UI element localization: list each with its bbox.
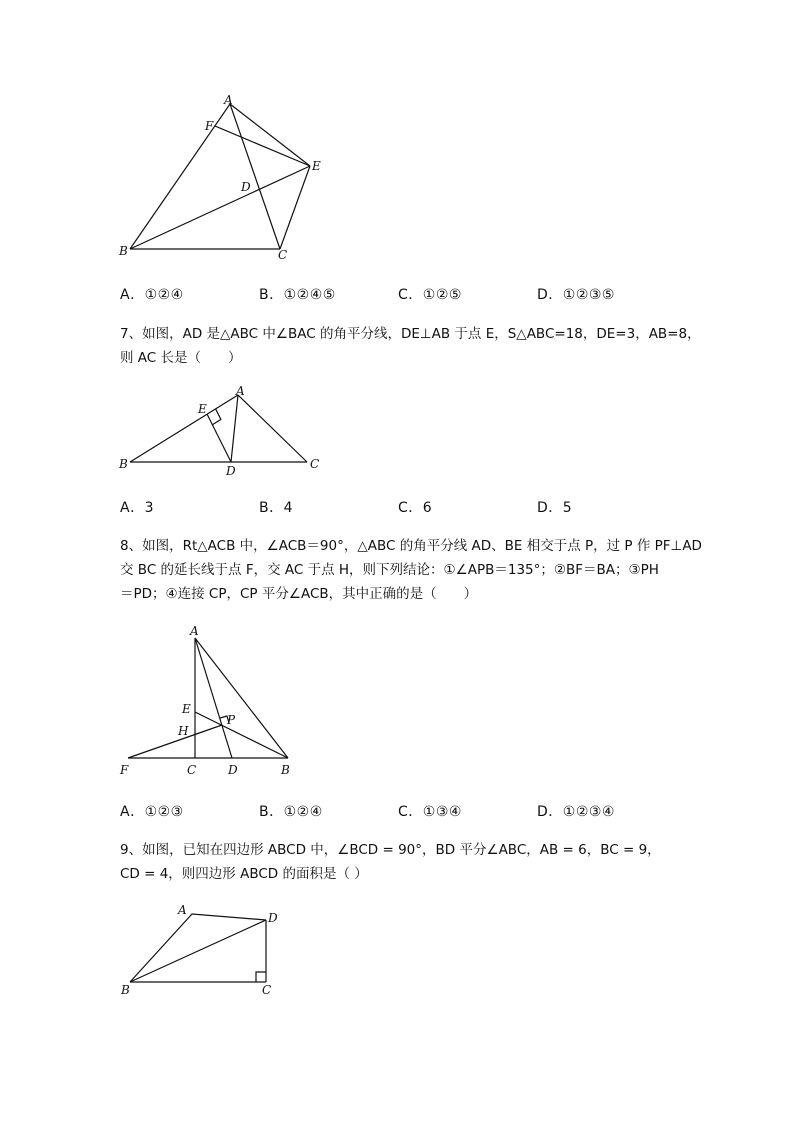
q8-option-c[interactable]: C．①③④ bbox=[398, 804, 462, 820]
q6-segment-ab bbox=[130, 104, 230, 249]
q8-label-a: A bbox=[190, 624, 199, 638]
q8-label-p: P bbox=[227, 713, 236, 727]
q6-segment-fe bbox=[215, 126, 310, 166]
q6-segment-ac bbox=[230, 104, 280, 249]
q8-figure bbox=[110, 618, 310, 783]
q8-stem-line-2: 交 BC 的延长线于点 F，交 AC 于点 H，则下列结论：①∠APB＝135°；②BF＝BA；③PH bbox=[120, 562, 659, 578]
q6-option-c[interactable]: C．①②⑤ bbox=[398, 287, 462, 303]
q8-option-b[interactable]: B．①②④ bbox=[259, 804, 323, 820]
q8-option-a[interactable]: A．①②③ bbox=[120, 804, 184, 820]
q6-option-d[interactable]: D．①②③⑤ bbox=[537, 287, 615, 303]
q6-segment-ae bbox=[230, 104, 310, 166]
q9-stem bbox=[120, 838, 680, 886]
q9-figure bbox=[110, 896, 300, 1006]
q6-figure bbox=[110, 92, 340, 267]
q9-right-angle-mark bbox=[256, 972, 266, 982]
q6-option-b[interactable]: B．①②④⑤ bbox=[259, 287, 336, 303]
q7-stem-line-1: 7、如图，AD 是△ABC 中∠BAC 的角平分线，DE⊥AB 于点 E，S△ABC=18，DE=3，AB=8， bbox=[120, 326, 701, 342]
q8-stem bbox=[120, 534, 702, 606]
q8-label-e: E bbox=[182, 702, 191, 716]
q7-segment-ad bbox=[231, 395, 238, 462]
q9-label-c: C bbox=[262, 983, 272, 997]
q8-segment-fp bbox=[128, 725, 222, 758]
q6-label-f: F bbox=[205, 119, 214, 133]
q6-label-c: C bbox=[278, 248, 288, 262]
q7-label-a: A bbox=[236, 384, 245, 398]
q6-option-a[interactable]: A．①②④ bbox=[120, 287, 184, 303]
q8-label-b: B bbox=[281, 763, 290, 777]
q7-label-d: D bbox=[226, 464, 236, 478]
q6-label-a: A bbox=[224, 93, 233, 107]
q7-option-a[interactable]: A．3 bbox=[120, 500, 154, 516]
q8-stem-line-3: ＝PD；④连接 CP，CP 平分∠ACB，其中正确的是（ ） bbox=[120, 586, 478, 602]
q8-label-f: F bbox=[120, 763, 129, 777]
q9-segment-bd bbox=[130, 920, 266, 982]
q7-label-e: E bbox=[198, 402, 207, 416]
q7-label-c: C bbox=[310, 457, 320, 471]
q7-label-b: B bbox=[119, 457, 128, 471]
q8-segment-ad bbox=[195, 638, 232, 758]
q6-label-d: D bbox=[241, 180, 251, 194]
q7-option-c[interactable]: C．6 bbox=[398, 500, 433, 516]
q6-label-b: B bbox=[119, 244, 128, 258]
q9-label-b: B bbox=[121, 983, 130, 997]
q9-label-d: D bbox=[268, 911, 278, 925]
q7-option-d[interactable]: D．5 bbox=[537, 500, 573, 516]
q6-segment-ce bbox=[280, 166, 310, 249]
q9-stem-line-2: CD = 4，则四边形 ABCD 的面积是（ ） bbox=[120, 866, 368, 882]
q6-label-e: E bbox=[312, 159, 321, 173]
q7-segment-ab bbox=[130, 395, 238, 462]
q8-stem-line-1: 8、如图，Rt△ACB 中，∠ACB＝90°，△ABC 的角平分线 AD、BE 相交于点 P，过 P 作 PF⊥AD bbox=[120, 538, 702, 554]
q9-stem-line-1: 9、如图，已知在四边形 ABCD 中，∠BCD = 90°，BD 平分∠ABC，AB = 6，BC = 9， bbox=[120, 842, 661, 858]
q7-stem bbox=[120, 322, 701, 370]
q9-segment-bad bbox=[130, 914, 266, 982]
q6-segment-be bbox=[130, 166, 310, 249]
q8-segment-be bbox=[195, 712, 288, 758]
q7-figure bbox=[110, 380, 330, 480]
q8-label-c: C bbox=[187, 763, 197, 777]
q8-option-d[interactable]: D．①②③④ bbox=[537, 804, 615, 820]
q8-label-d: D bbox=[228, 763, 238, 777]
q9-label-a: A bbox=[178, 903, 187, 917]
q7-right-angle-mark bbox=[212, 409, 221, 425]
q7-stem-line-2: 则 AC 长是（ ） bbox=[120, 350, 242, 366]
q7-segment-ac bbox=[238, 395, 307, 462]
q7-option-b[interactable]: B．4 bbox=[259, 500, 294, 516]
q8-segment-ab bbox=[195, 638, 288, 758]
q8-label-h: H bbox=[178, 724, 189, 738]
